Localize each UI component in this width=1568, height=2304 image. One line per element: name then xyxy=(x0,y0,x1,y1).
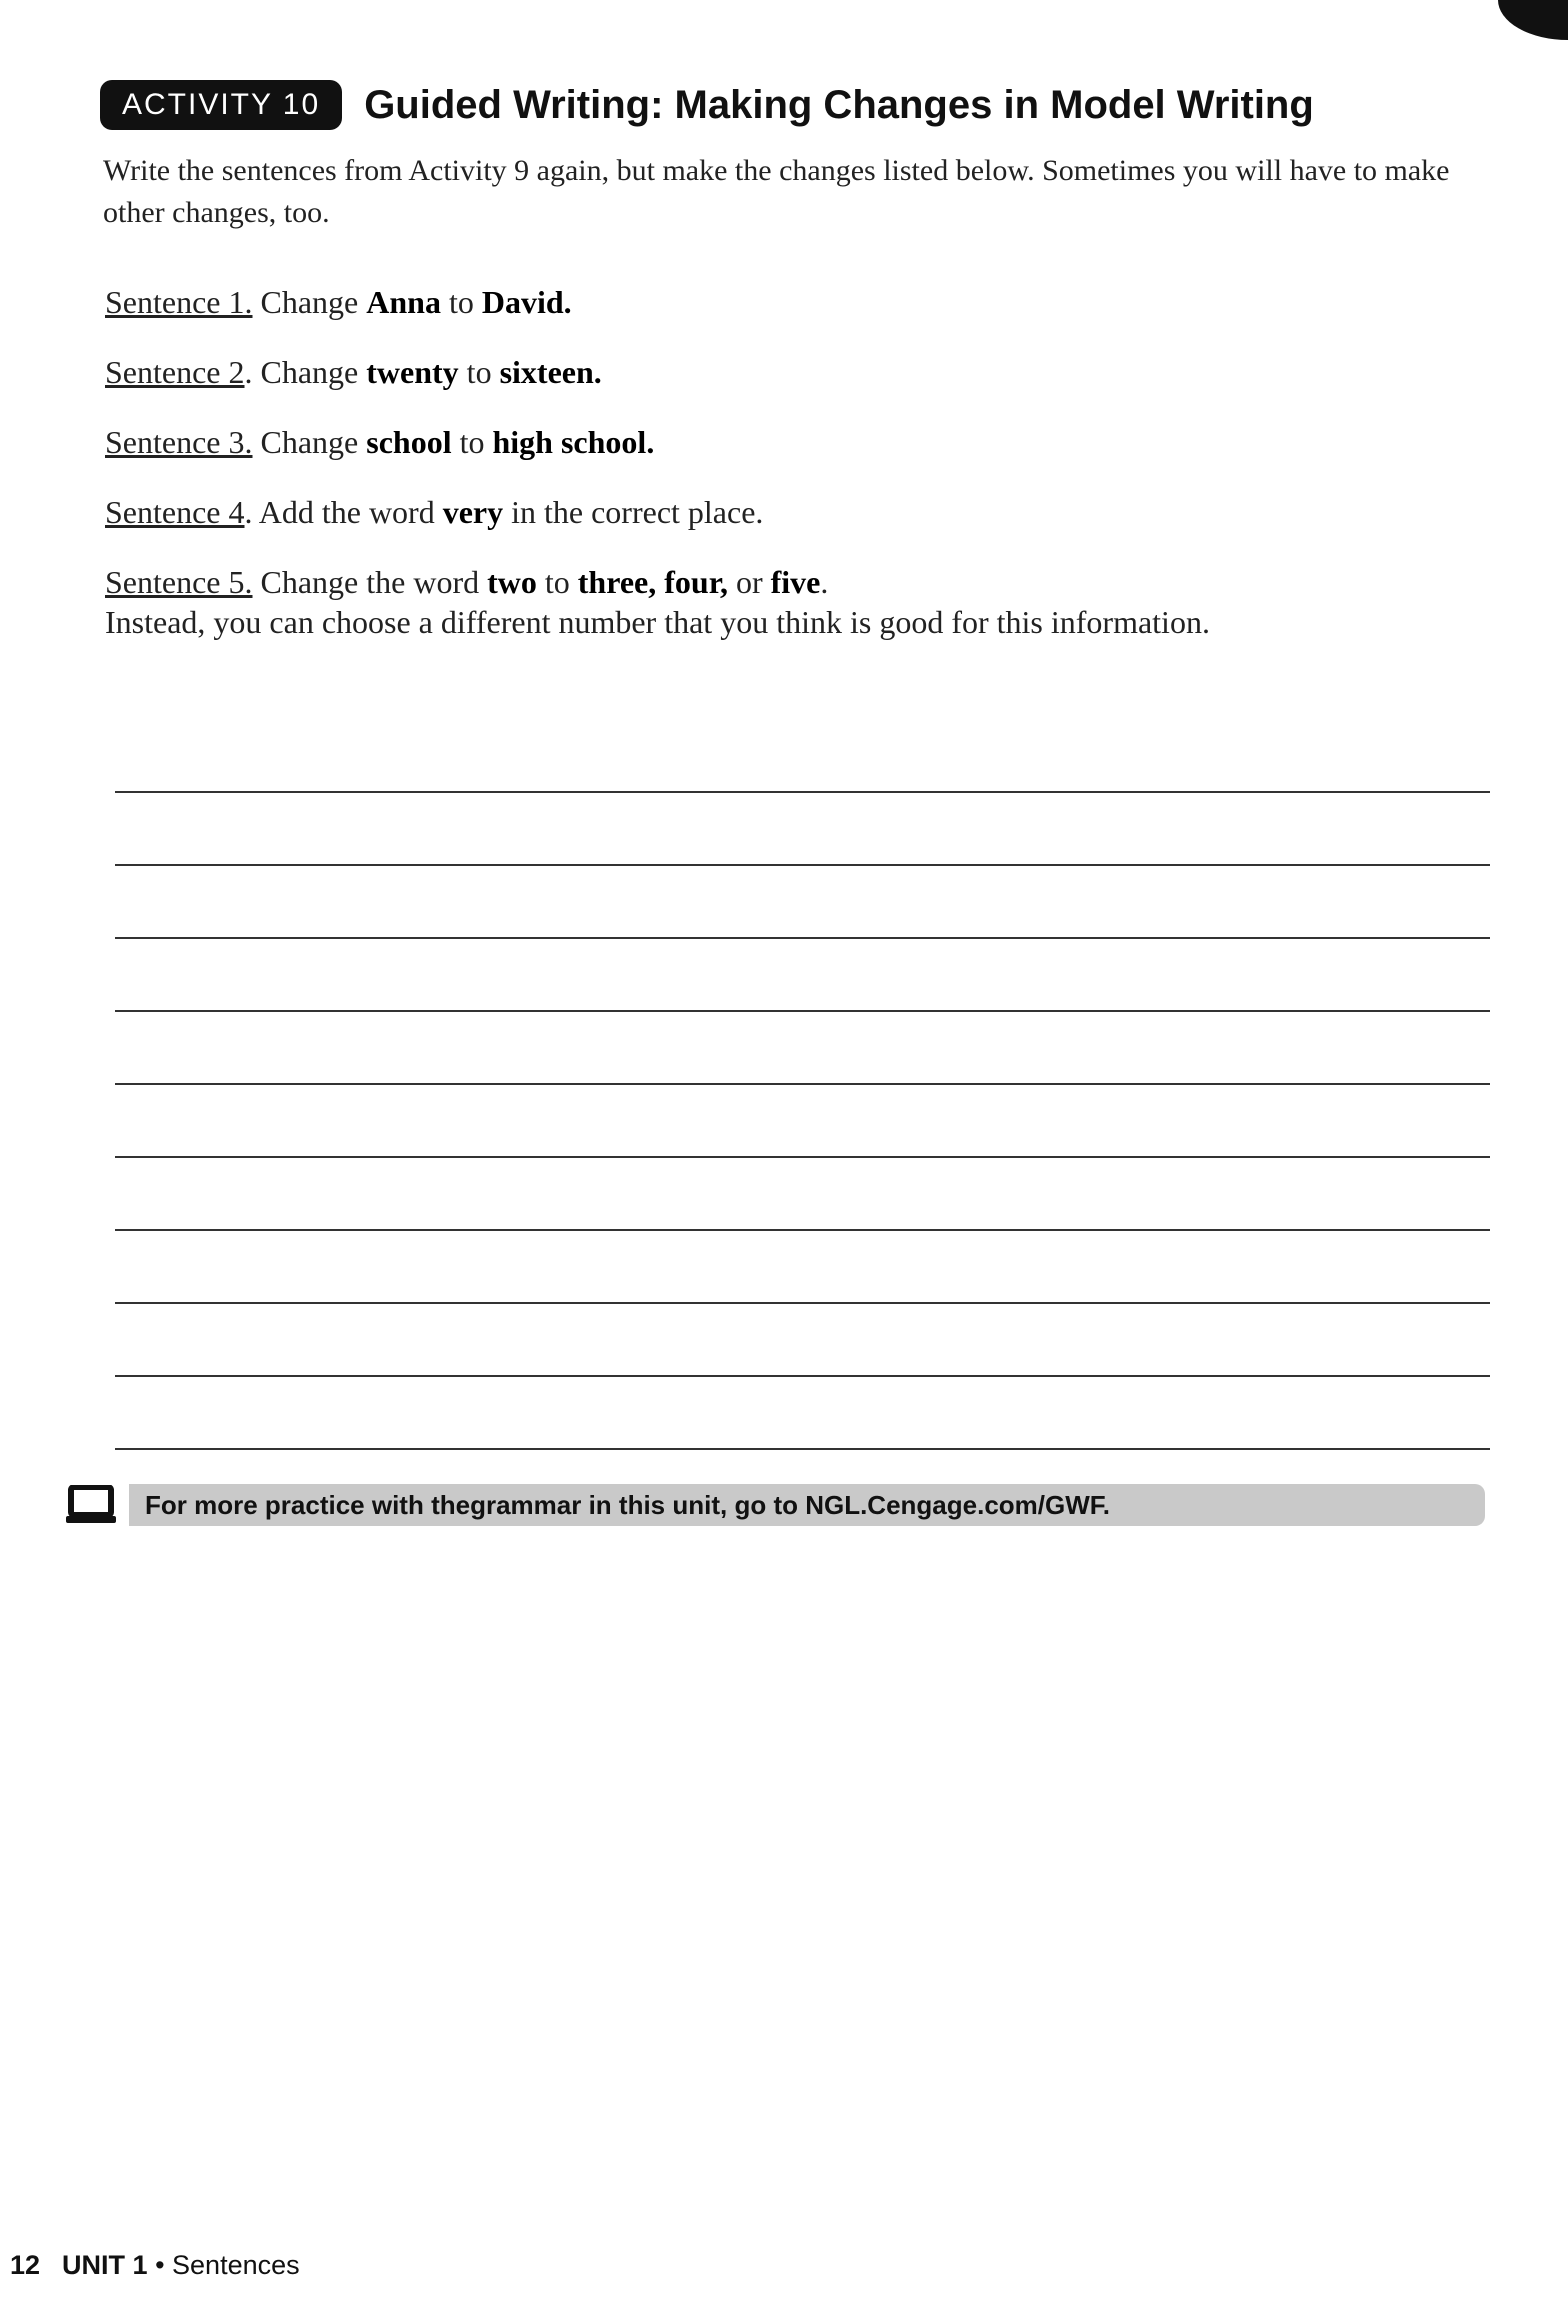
change-text: to xyxy=(458,354,500,390)
change-text: in the correct place. xyxy=(503,494,764,530)
change-text: to xyxy=(451,424,493,460)
practice-bar xyxy=(65,1482,1485,1528)
change-list xyxy=(105,282,1505,672)
writing-line[interactable] xyxy=(115,866,1490,939)
change-text: . Change xyxy=(244,354,367,390)
change-text: Change xyxy=(252,424,367,460)
writing-lines xyxy=(115,720,1490,1450)
computer-icon xyxy=(65,1485,117,1525)
sentence-ref: Sentence 3. xyxy=(105,424,253,460)
corner-mark xyxy=(1498,0,1568,40)
page-footer xyxy=(10,2250,300,2281)
practice-text-bold: grammar xyxy=(470,1489,582,1520)
change-extra-note: Instead, you can choose a different number that you think is good for this information. xyxy=(105,604,1210,640)
writing-line[interactable] xyxy=(115,720,1490,793)
writing-line[interactable] xyxy=(115,1085,1490,1158)
activity-badge: ACTIVITY 10 xyxy=(100,80,342,130)
change-item xyxy=(105,282,1505,322)
bold-term: three, four, xyxy=(577,564,728,600)
change-text: . xyxy=(820,564,829,600)
writing-line[interactable] xyxy=(115,1158,1490,1231)
change-text: . Add the word xyxy=(244,494,443,530)
change-text: Change the word xyxy=(252,564,488,600)
instructions: Write the sentences from Activity 9 again, but make the changes listed below. Sometimes you will have to make other changes, too. xyxy=(103,154,1450,229)
bold-term: sixteen. xyxy=(499,354,602,390)
bold-term: very xyxy=(442,494,504,530)
unit-label: UNIT 1 xyxy=(62,2250,148,2280)
writing-line[interactable] xyxy=(115,1012,1490,1085)
page-number: 12 xyxy=(10,2250,41,2280)
section-name: Sentences xyxy=(172,2250,300,2280)
sentence-ref: Sentence 4 xyxy=(105,494,245,530)
change-item xyxy=(105,492,1505,532)
bold-term: high school. xyxy=(492,424,655,460)
writing-line[interactable] xyxy=(115,939,1490,1012)
bold-term: David. xyxy=(481,284,572,320)
change-item xyxy=(105,562,1505,642)
bold-term: school xyxy=(366,424,452,460)
writing-line[interactable] xyxy=(115,1377,1490,1450)
sentence-ref: Sentence 1. xyxy=(105,284,253,320)
sentence-ref: Sentence 5. xyxy=(105,564,253,600)
bold-term: two xyxy=(487,564,537,600)
change-text: to xyxy=(536,564,578,600)
sentence-ref: Sentence 2 xyxy=(105,354,245,390)
practice-note xyxy=(129,1484,1485,1526)
bold-term: twenty xyxy=(366,354,459,390)
footer-bullet: • xyxy=(147,2250,173,2280)
change-item xyxy=(105,352,1505,392)
practice-text-before: For more practice with the xyxy=(145,1489,471,1520)
change-text: Change xyxy=(252,284,367,320)
change-item xyxy=(105,422,1505,462)
activity-title: Guided Writing: Making Changes in Model Writing xyxy=(364,82,1314,127)
writing-line[interactable] xyxy=(115,1231,1490,1304)
writing-line[interactable] xyxy=(115,793,1490,866)
writing-line[interactable] xyxy=(115,1304,1490,1377)
activity-header xyxy=(100,80,1314,130)
bold-term: Anna xyxy=(366,284,441,320)
change-text: to xyxy=(440,284,482,320)
practice-text-after: in this unit, go to NGL.Cengage.com/GWF. xyxy=(581,1489,1111,1520)
change-text: or xyxy=(727,564,771,600)
bold-term: five xyxy=(770,564,821,600)
